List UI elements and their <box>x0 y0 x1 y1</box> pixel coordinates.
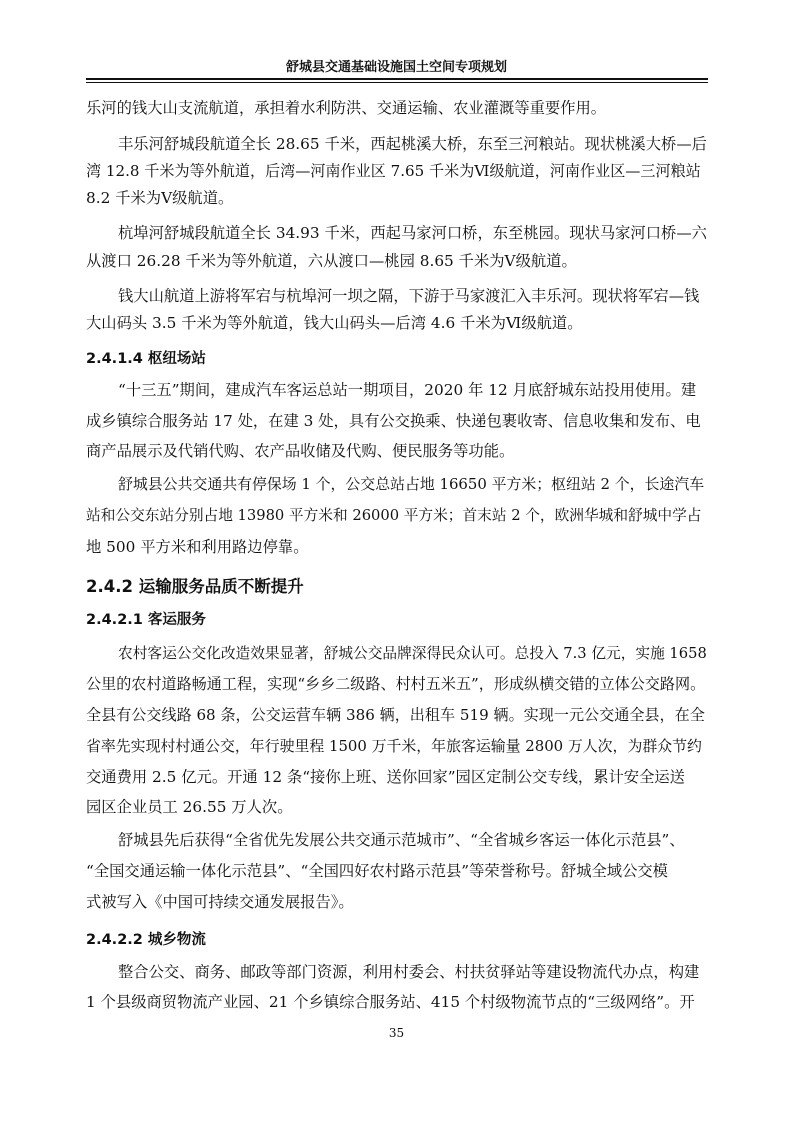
section-heading: 2.4.2 运输服务品质不断提升 <box>86 577 304 596</box>
section-heading: 2.4.2.1 客运服务 <box>86 612 206 628</box>
paragraph-line: 乐河的钱大山支流航道，承担着水利防洪、交通运输、农业灌溉等重要作用。 <box>86 99 607 117</box>
paragraph-line: 杭埠河舒城段航道全长 34.93 千米，西起马家河口桥，东至桃园。现状马家河口桥—六 <box>118 224 707 242</box>
paragraph-line: 丰乐河舒城段航道全长 28.65 千米，西起桃溪大桥，东至三河粮站。现状桃溪大桥—后 <box>118 135 707 153</box>
paragraph-line: “全国交通运输一体化示范县”、“全国四好农村路示范县”等荣誉称号。舒城全域公交模 <box>86 862 668 880</box>
paragraph-line: “十三五”期间，建成汽车客运总站一期项目，2020 年 12 月底舒城东站投用使用。建 <box>118 381 697 399</box>
paragraph-line: 从渡口 26.28 千米为等外航道，六从渡口—桃园 8.65 千米为Ⅴ级航道。 <box>86 252 577 270</box>
paragraph-line: 湾 12.8 千米为等外航道，后湾—河南作业区 7.65 千米为Ⅵ级航道，河南作业区—三河粮站 <box>86 162 701 180</box>
page-header-title: 舒城县交通基础设施国土空间专项规划 <box>285 60 507 75</box>
paragraph-line: 舒城县公共交通共有停保场 1 个，公交总站占地 16650 平方米；枢纽站 2 个，长途汽车 <box>118 475 705 493</box>
paragraph-line: 交通费用 2.5 亿元。开通 12 条“接你上班、送你回家”园区定制公交专线，累计安全运送 <box>86 768 685 786</box>
paragraph-line: 钱大山航道上游将军宕与杭埠河一坝之隔，下游于马家渡汇入丰乐河。现状将军宕—钱 <box>118 287 700 305</box>
paragraph-line: 1 个县级商贸物流产业园、21 个乡镇综合服务站、415 个村级物流节点的“三级网络”。开 <box>86 993 695 1011</box>
header-rule-thick <box>86 78 708 80</box>
paragraph-line: 地 500 平方米和利用路边停靠。 <box>86 538 309 556</box>
paragraph-line: 整合公交、商务、邮政等部门资源，利用村委会、村扶贫驿站等建设物流代办点，构建 <box>118 963 700 981</box>
paragraph-line: 园区企业员工 26.55 万人次。 <box>86 798 293 816</box>
paragraph-line: 省率先实现村村通公交，年行驶里程 1500 万千米，年旅客运输量 2800 万人次，为群众节约 <box>86 737 702 755</box>
paragraph-line: 大山码头 3.5 千米为等外航道，钱大山码头—后湾 4.6 千米为Ⅵ级航道。 <box>86 314 583 332</box>
paragraph-line: 8.2 千米为Ⅴ级航道。 <box>86 189 234 207</box>
section-heading: 2.4.2.2 城乡物流 <box>86 932 206 948</box>
paragraph-line: 式被写入《中国可持续交通发展报告》。 <box>86 893 354 911</box>
paragraph-line: 农村客运公交化改造效果显著，舒城公交品牌深得民众认可。总投入 7.3 亿元，实施 1658 <box>118 645 707 662</box>
section-heading: 2.4.1.4 枢纽场站 <box>86 351 206 367</box>
page-number: 35 <box>388 1026 405 1040</box>
paragraph-line: 舒城县先后获得“全省优先发展公共交通示范城市”、“全省城乡客运一体化示范县”、 <box>118 831 685 849</box>
paragraph-line: 全县有公交线路 68 条，公交运营车辆 386 辆，出租车 519 辆。实现一元公交通全县，在全 <box>86 706 705 724</box>
paragraph-line: 公里的农村道路畅通工程，实现“乡乡二级路、村村五米五”，形成纵横交错的立体公交路网。 <box>86 675 706 693</box>
header-rule-thin <box>86 82 708 83</box>
paragraph-line: 站和公交东站分别占地 13980 平方米和 26000 平方米；首末站 2 个，欧洲华城和舒城中学占 <box>86 507 702 524</box>
paragraph-line: 成乡镇综合服务站 17 处，在建 3 处，具有公交换乘、快递包裹收寄、信息收集和发布、电 <box>86 412 701 430</box>
paragraph-line: 商产品展示及代销代购、农产品收储及代购、便民服务等功能。 <box>86 442 515 460</box>
